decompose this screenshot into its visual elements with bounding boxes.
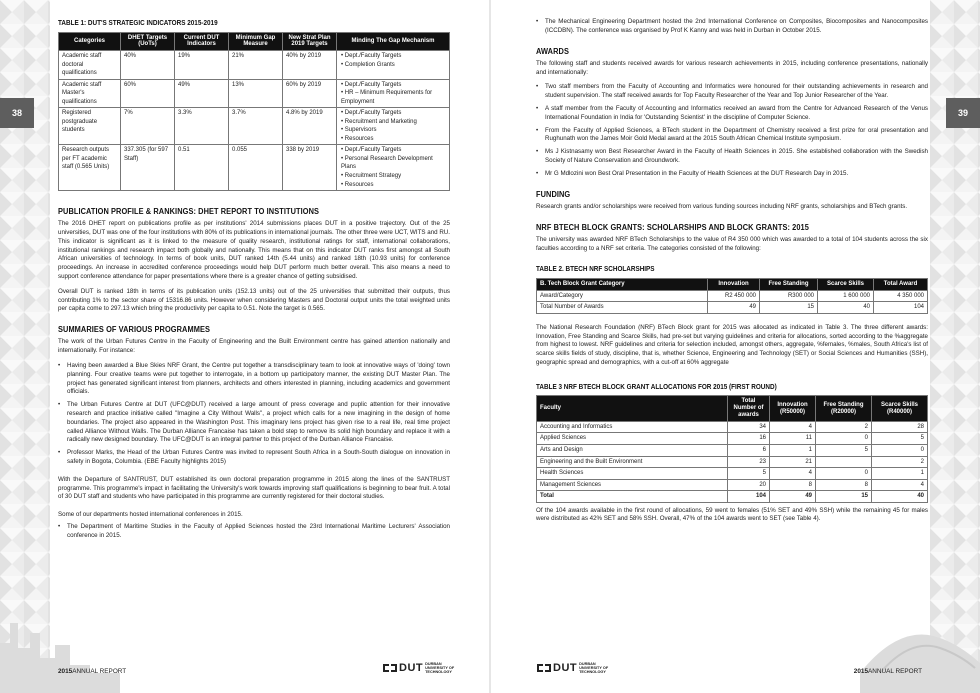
paragraph: The National Research Foundation (NRF) BTech Block grant for 2015 was allocated as indicated in Table 3. The three different awards: Innovation, Free Standing and Scarce Skills, had pre-set but varying guidelines and criteria for allocations, sorted according to the %aggregate from highest to lowest. NRF guidelines and criteria for selection included, amongst others, aggregate, %females, %males, South Africa's list of scarce skills fields of study, discipline, that is, whether Science, Engineering and Technology (SET) or Social Sciences and Humanities (SSH), geographic spread and demographics, with a cut-off at 60% aggregate	[536, 323, 928, 366]
table-cell: 4 350 000	[874, 290, 928, 302]
page-number-right: 39	[946, 98, 980, 128]
table1-header-row	[59, 32, 450, 51]
table-cell: 3.3%	[175, 108, 229, 145]
table2-header: B. Tech Block Grant Category	[537, 278, 708, 290]
page-number-left: 38	[0, 98, 34, 128]
mechanism-item: • Resources	[341, 181, 374, 188]
table-cell: 40	[818, 302, 874, 314]
table-cell: 0	[816, 468, 872, 480]
table-row	[537, 468, 928, 480]
table1-header: Current DUT Indicators	[175, 32, 229, 51]
table-cell: R300 000	[760, 290, 818, 302]
section-heading-nrf: NRF BTECH BLOCK GRANTS: SCHOLARSHIPS AND BLOCK GRANTS: 2015	[536, 221, 809, 232]
logo-text: DUT	[553, 662, 578, 674]
table-cell: 49	[770, 491, 816, 503]
table2-header-row	[537, 278, 928, 290]
mechanism-item: • Personal Research Development Plans	[341, 155, 433, 171]
footer-year: 2015	[58, 668, 73, 675]
strategic-indicators-table	[58, 32, 450, 192]
table-cell-mechanism	[337, 51, 450, 80]
table-row	[537, 433, 928, 445]
mechanism-item: • Resources	[341, 135, 374, 142]
paragraph: The university was awarded NRF BTech Scholarships to the value of R4 350 000 which was awarded to a total of 104 students across the six faculties according to a NRF set criteria. The categories consisted of the following:	[536, 235, 928, 252]
table-cell: 19%	[175, 51, 229, 80]
table-cell: Applied Sciences	[537, 433, 728, 445]
paragraph: The following staff and students received awards for various research achievements in 2015, including conference presentations, nationally and internationally:	[536, 59, 928, 76]
table-cell: 23	[728, 456, 770, 468]
logo-subtitle-line: TECHNOLOGY	[425, 669, 452, 674]
footer-report-label-left	[58, 668, 126, 675]
table-cell: 20	[728, 479, 770, 491]
table-cell: 16	[728, 433, 770, 445]
footer-report: ANNUAL REPORT	[72, 668, 127, 675]
dut-logo-right	[537, 662, 608, 674]
list-item: • The Mechanical Engineering Department hosted the 2nd International Conference on Composites, Biocomposites and Nanocomposites (ICCDBN). The conference was organised by Prof K Kanny and was held in Durban in October 2015.	[536, 18, 928, 36]
table-cell: 2	[816, 421, 872, 433]
mechanism-item: • Recruitment Strategy	[341, 173, 402, 179]
table-cell: 21	[770, 456, 816, 468]
table2-header: Total Award	[874, 278, 928, 290]
table-cell: Academic staff doctoral qualifications	[59, 51, 121, 80]
table-cell-mechanism	[337, 108, 450, 145]
mechanism-item: • Dept./Faculty Targets	[341, 81, 402, 88]
logo-subtitle-line: UNIVERSITY OF	[425, 666, 455, 670]
table-cell	[816, 456, 872, 468]
mechanism-item: • Dept./Faculty Targets	[341, 110, 402, 117]
table-cell: 40	[872, 491, 928, 503]
table-cell: Health Sciences	[537, 468, 728, 480]
section-heading-funding: FUNDING	[536, 188, 571, 199]
table-row	[537, 290, 928, 302]
list-item: • The Department of Maritime Studies in the Faculty of Applied Sciences hosted the 23rd International Maritime Lecturers' Association conference in 2015.	[58, 523, 450, 541]
list-item: • Two staff members from the Faculty of Accounting and Informatics were honoured for their outstanding achievements in research and student supervision. The staff received awards for Top Faculty Researcher of the Year and Top Junior Researcher of the Year.	[536, 83, 928, 101]
logo-text: DUT	[399, 662, 424, 674]
table-cell: Engineering and the Built Environment	[537, 456, 728, 468]
table2-header: Innovation	[708, 278, 760, 290]
table-cell: 40%	[121, 51, 175, 80]
dut-logo-icon	[383, 662, 397, 674]
footer-year: 2015	[853, 668, 869, 675]
table-cell: 337.305 (for 597 Staff)	[121, 145, 175, 191]
section-heading-programmes: SUMMARIES OF VARIOUS PROGRAMMES	[58, 324, 210, 335]
mechanism-item: • Recruitment and Marketing	[341, 118, 417, 125]
table-cell: Total	[537, 491, 728, 503]
table1-header: DHET Targets (UoTs)	[121, 32, 175, 51]
table-cell: R2 450 000	[708, 290, 760, 302]
footer-report-label-right	[854, 668, 922, 675]
table1-header: Minimum Gap Measure	[229, 32, 283, 51]
table-cell-mechanism	[337, 79, 450, 108]
table-cell: Academic staff Master's qualifications	[59, 79, 121, 108]
table3-header: Faculty	[537, 396, 728, 422]
table-cell: 1 600 000	[818, 290, 874, 302]
table-cell: 2	[872, 456, 928, 468]
table-cell: 104	[728, 491, 770, 503]
page-footer	[0, 662, 980, 682]
table1-header: Categories	[59, 32, 121, 51]
table-row	[537, 445, 928, 457]
logo-subtitle-line: UNIVERSITY OF	[579, 666, 609, 670]
table-cell: 15	[760, 302, 818, 314]
table-cell: 60% by 2019	[283, 79, 337, 108]
table-cell: 0	[872, 445, 928, 457]
paragraph: Some of our departments hosted international conferences in 2015.	[58, 511, 243, 519]
table-cell: 40% by 2019	[283, 51, 337, 80]
table-cell: 49	[708, 302, 760, 314]
logo-subtitle-line: TECHNOLOGY	[579, 669, 606, 674]
page-gutter	[489, 0, 491, 693]
right-page	[536, 18, 928, 530]
table-row	[59, 79, 450, 108]
table-cell: Management Sciences	[537, 479, 728, 491]
table3-header: Total Number of awards	[728, 396, 770, 422]
paragraph: With the Departure of SANTRUST, DUT established its own doctoral preparation programme in 2015 along the lines of the SANTRUST programme. This programme's impact in facilitating the University's work towards improving staff qualifications is beginning to bear fruit. A total of 30 DUT staff and students who have participated in this programme are currently registered for their doctoral studies.	[58, 475, 450, 501]
table-row	[59, 145, 450, 191]
paragraph: Overall DUT is ranked 18th in terms of its publication units (152.13 units) out of the 25 universities that submitted their outputs, thus contributing 1% to the sector share of 15316.86 units. However when considering Masters and Doctoral output units the total weighted units per capita come to 297.13 which bring the productivity per capita to 0.51. Note the target is 0.565.	[58, 287, 450, 313]
table-row	[537, 456, 928, 468]
paragraph: The work of the Urban Futures Centre in the Faculty of Engineering and the Built Environment centre has gained attention nationally and internationally. For instance:	[58, 338, 450, 355]
table-cell: 5	[816, 445, 872, 457]
table2-caption: TABLE 2. BTECH NRF SCHOLARSHIPS	[536, 264, 655, 274]
list-item: • Ms J Kistnasamy won Best Researcher Award in the Faculty of Health Sciences in 2015. She established collaboration with the Swedish Society of Nature Conservation and Groundwork.	[536, 148, 928, 166]
table3-header: Innovation (R50000)	[770, 396, 816, 422]
table2-header: Free Standing	[760, 278, 818, 290]
dut-logo-left	[383, 662, 454, 674]
paragraph: Research grants and/or scholarships were received from various funding sources including NRF grants, scholarships and BTech grants.	[536, 202, 908, 210]
table-cell: 34	[728, 421, 770, 433]
table1-header: Minding The Gap Mechanism	[337, 32, 450, 51]
section-heading-publication-profile: PUBLICATION PROFILE & RANKINGS: DHET REPORT TO INSTITUTIONS	[58, 206, 320, 217]
table-cell: 338 by 2019	[283, 145, 337, 191]
table-row	[537, 302, 928, 314]
table-cell: Accounting and Informatics	[537, 421, 728, 433]
table-cell: 49%	[175, 79, 229, 108]
table-cell: Research outputs per FT academic staff (0.565 Units)	[59, 145, 121, 191]
table1-caption: TABLE 1: DUT'S STRATEGIC INDICATORS 2015-2019	[58, 18, 218, 27]
table-cell: Award/Category	[537, 290, 708, 302]
logo-subtitle	[579, 662, 608, 674]
table-cell: 15	[816, 491, 872, 503]
mechanism-item: • Dept./Faculty Targets	[341, 53, 402, 60]
table-cell: 8	[816, 479, 872, 491]
list-item: • Having been awarded a Blue Skies NRF Grant, the Centre put together a transdisciplinary team to look at innovative ways of 'doing' town planning. Four creative teams were put together to interrogate, in a bottom up participatory manner, the existing DUT Master Plan. The project has generated significant interest from planners, architects and others interested in planning, including academics and government officials.	[58, 362, 450, 397]
table-row	[59, 51, 450, 80]
table-cell: 4	[872, 479, 928, 491]
table-row	[537, 421, 928, 433]
conference-list-continued	[536, 18, 928, 36]
programmes-list	[58, 362, 450, 467]
table-cell: 0	[816, 433, 872, 445]
logo-subtitle	[425, 662, 454, 674]
left-page	[58, 18, 450, 547]
mechanism-item: • HR – Minimum Requirements for Employment	[341, 90, 433, 105]
table-cell: 4	[770, 421, 816, 433]
table-cell: 7%	[121, 108, 175, 145]
logo-subtitle-line: DURBAN	[579, 662, 596, 667]
table-cell: 5	[728, 468, 770, 480]
table-total-row	[537, 491, 928, 503]
section-heading-awards: AWARDS	[536, 45, 569, 56]
table-cell: 1	[770, 445, 816, 457]
block-grant-allocations-table	[536, 395, 928, 502]
list-item: • A staff member from the Faculty of Accounting and Informatics received an award from the Centre for Advanced Research of the Venus International Foundation in India for 'Outstanding Scientist' in the discipline of Computer Science.	[536, 105, 928, 123]
logo-subtitle-line: DURBAN	[425, 662, 442, 667]
table2-header: Scarce Skills	[818, 278, 874, 290]
list-item: • The Urban Futures Centre at DUT (UFC@DUT) received a large amount of press coverage and puplic attention for their innovative research and practice initiative called "Imagine a City Without Walls", a project which calls for a new imagining in the design of home boundaries. The project also appeared in the Washington Post. This imaginary lens project has given rise to a real life, real time project called Alliance Without Walls. The Durban Alliance Francaise has taken a bold step to remove its solid high boundary and replace it with a radically new designed boundary. The UFC@DUT is an integral partner to this project of the Durban Alliance Francaise.	[58, 401, 450, 445]
table-row	[59, 108, 450, 145]
table-cell: 60%	[121, 79, 175, 108]
table-cell: 3.7%	[229, 108, 283, 145]
table-cell: 104	[874, 302, 928, 314]
list-item: • Professor Marks, the Head of the Urban Futures Centre was invited to represent South Africa in a South-South dialogue on innovation in safety in Bogota, Columbia. (EBE Faculty highlights 2015)	[58, 449, 450, 467]
conference-list	[58, 523, 450, 541]
table3-header: Scarce Skills (R40000)	[872, 396, 928, 422]
table-cell: 21%	[229, 51, 283, 80]
list-item: • From the Faculty of Applied Sciences, a BTech student in the Department of Chemistry received a first prize for oral presentation and Rughunath won the James Moir Gold Medal award at the 2015 South African Chemical Institute symposium.	[536, 127, 928, 145]
table-cell: 1	[872, 468, 928, 480]
footer-report: ANNUAL REPORT	[868, 668, 922, 675]
table-cell: 28	[872, 421, 928, 433]
table-cell-mechanism	[337, 145, 450, 191]
table-cell: 4	[770, 468, 816, 480]
table-cell: Total Number of Awards	[537, 302, 708, 314]
awards-list	[536, 83, 928, 178]
table-cell: Registered postgraduate students	[59, 108, 121, 145]
table3-caption: TABLE 3 NRF BTECH BLOCK GRANT ALLOCATIONS FOR 2015 (FIRST ROUND)	[536, 381, 777, 391]
table-cell: 8	[770, 479, 816, 491]
table-cell: Arts and Design	[537, 445, 728, 457]
mechanism-item: • Dept./Faculty Targets	[341, 147, 402, 154]
table3-header-row	[537, 396, 928, 422]
mechanism-item: • Supervisors	[341, 127, 377, 134]
table-cell: 5	[872, 433, 928, 445]
table-cell: 0.51	[175, 145, 229, 191]
btech-scholarships-table	[536, 278, 928, 314]
dut-logo-icon	[537, 662, 551, 674]
paragraph: Of the 104 awards available in the first round of allocations, 59 went to females (51% SET and 49% SSH) while the remaining 45 for males were distributed as 42% SET and 58% SSH. Overall, 47% of the 104 awards went to SET (see Table 4).	[536, 506, 928, 523]
table-cell: 11	[770, 433, 816, 445]
table-cell: 0.055	[229, 145, 283, 191]
table-cell: 6	[728, 445, 770, 457]
table-cell: 13%	[229, 79, 283, 108]
mechanism-item: • Completion Grants	[341, 61, 395, 68]
paragraph: The 2016 DHET report on publications profile as per institutions' 2014 submissions places DUT in a positive trajectory. Out of the 25 universities, DUT was one of the four institutions with 80% of its publications in international journals. The other three were UCT, WITS and RU. This indicator is significant as it is linked to the measure of quality research, institutional ratings for staff, international collaborations, institutional rankings and research impact both globally and nationally. This means that on this indicator DUT ranks first amongst all South African universities of technology. In terms of book units, DUT ranked 14th (5.44 units) and ranked 18th (10.93 units) for conference proceedings. An increase in accredited conference proceedings would help DUT perform much better overall. This also means a need to support conference attendance for paper presentations where there is a greater chance of getting subsidised.	[58, 220, 450, 281]
list-item: • Mr G Mdlozini won Best Oral Presentation in the Faculty of Health Sciences at the DUT Research Day in 2015.	[536, 170, 928, 179]
table1-header: New Strat Plan 2019 Targets	[283, 32, 337, 51]
table3-header: Free Standing (R20000)	[816, 396, 872, 422]
table-cell: 4.8% by 2019	[283, 108, 337, 145]
table-row	[537, 479, 928, 491]
